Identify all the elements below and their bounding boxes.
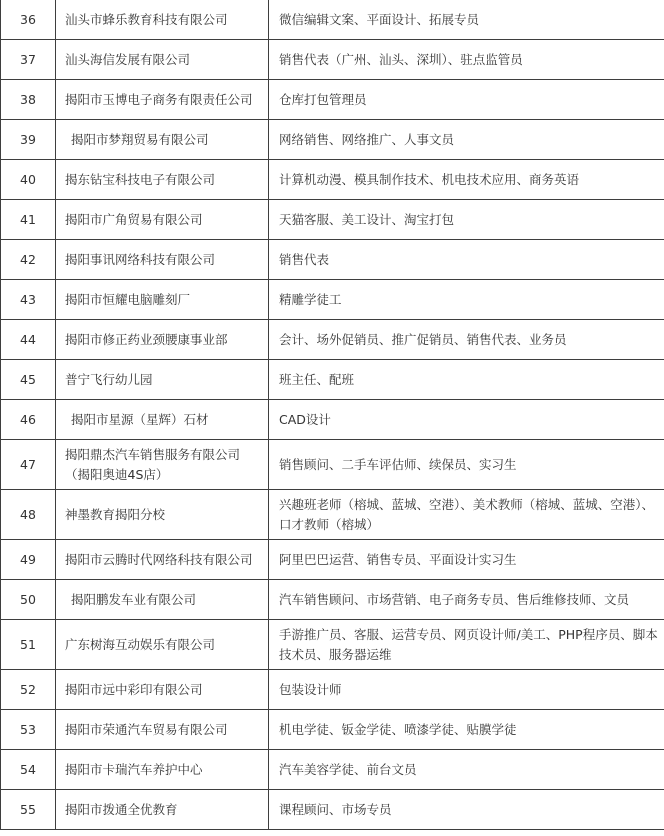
table-row [1,750,664,790]
table-row [1,580,664,620]
company-name: 揭阳市拨通全优教育 [56,790,269,830]
company-name: 神墨教育揭阳分校 [56,490,269,540]
table-row [1,320,664,360]
row-number: 37 [1,40,56,80]
table-row [1,540,664,580]
job-positions: 微信编辑文案、平面设计、拓展专员 [269,0,664,40]
table-row [1,670,664,710]
row-number: 53 [1,710,56,750]
job-positions: 仓库打包管理员 [269,80,664,120]
job-positions: 销售代表（广州、汕头、深圳）、驻点监管员 [269,40,664,80]
company-name: 揭阳市云腾时代网络科技有限公司 [56,540,269,580]
table-row [1,280,664,320]
company-name: 揭阳市修正药业颈腰康事业部 [56,320,269,360]
job-positions: 班主任、配班 [269,360,664,400]
company-name: 普宁飞行幼儿园 [56,360,269,400]
company-name: 揭阳市星源（星辉）石材 [56,400,269,440]
company-name: 汕头市蜂乐教育科技有限公司 [56,0,269,40]
job-positions: 计算机动漫、模具制作技术、机电技术应用、商务英语 [269,160,664,200]
row-number: 48 [1,490,56,540]
company-name: 揭阳鹏发车业有限公司 [56,580,269,620]
table-row [1,360,664,400]
row-number: 52 [1,670,56,710]
row-number: 39 [1,120,56,160]
company-name: 揭阳市荣通汽车贸易有限公司 [56,710,269,750]
row-number: 44 [1,320,56,360]
job-positions: 课程顾问、市场专员 [269,790,664,830]
company-name: 揭阳市梦翔贸易有限公司 [56,120,269,160]
table-row [1,40,664,80]
row-number: 42 [1,240,56,280]
table-row [1,80,664,120]
row-number: 38 [1,80,56,120]
row-number: 36 [1,0,56,40]
job-positions: 汽车销售顾问、市场营销、电子商务专员、售后维修技师、文员 [269,580,664,620]
company-name: 揭阳市广角贸易有限公司 [56,200,269,240]
company-name: 揭阳市卡瑞汽车养护中心 [56,750,269,790]
row-number: 45 [1,360,56,400]
table-row [1,710,664,750]
company-name: 揭阳市玉博电子商务有限责任公司 [56,80,269,120]
row-number: 55 [1,790,56,830]
table-row [1,400,664,440]
row-number: 41 [1,200,56,240]
company-name: 揭东钻宝科技电子有限公司 [56,160,269,200]
table-body [1,0,664,830]
job-positions: 汽车美容学徒、前台文员 [269,750,664,790]
job-positions: 会计、场外促销员、推广促销员、销售代表、业务员 [269,320,664,360]
table-row [1,490,664,540]
company-name: 汕头海信发展有限公司 [56,40,269,80]
table-row [1,120,664,160]
company-name: 广东树海互动娱乐有限公司 [56,620,269,670]
row-number: 40 [1,160,56,200]
company-name: 揭阳市恒耀电脑雕刻厂 [56,280,269,320]
table-row [1,160,664,200]
job-positions: 机电学徒、钣金学徒、喷漆学徒、贴膜学徒 [269,710,664,750]
job-positions: 兴趣班老师（榕城、蓝城、空港）、美术教师（榕城、蓝城、空港）、口才教师（榕城） [269,490,664,540]
row-number: 49 [1,540,56,580]
job-positions: 精雕学徒工 [269,280,664,320]
row-number: 43 [1,280,56,320]
job-positions: 阿里巴巴运营、销售专员、平面设计实习生 [269,540,664,580]
job-positions: CAD设计 [269,400,664,440]
company-name: 揭阳事讯网络科技有限公司 [56,240,269,280]
row-number: 50 [1,580,56,620]
row-number: 54 [1,750,56,790]
job-positions: 销售代表 [269,240,664,280]
job-positions: 网络销售、网络推广、人事文员 [269,120,664,160]
table-row [1,620,664,670]
job-positions: 销售顾问、二手车评估师、续保员、实习生 [269,440,664,490]
company-name: 揭阳市远中彩印有限公司 [56,670,269,710]
job-positions: 天猫客服、美工设计、淘宝打包 [269,200,664,240]
table-row [1,440,664,490]
company-name: 揭阳鼎杰汽车销售服务有限公司（揭阳奥迪4S店） [56,440,269,490]
row-number: 51 [1,620,56,670]
table-row [1,0,664,40]
row-number: 46 [1,400,56,440]
table-row [1,240,664,280]
job-positions: 包装设计师 [269,670,664,710]
table-row [1,790,664,830]
job-positions: 手游推广员、客服、运营专员、网页设计师/美工、PHP程序员、脚本技术员、服务器运维 [269,620,664,670]
table-row [1,200,664,240]
row-number: 47 [1,440,56,490]
